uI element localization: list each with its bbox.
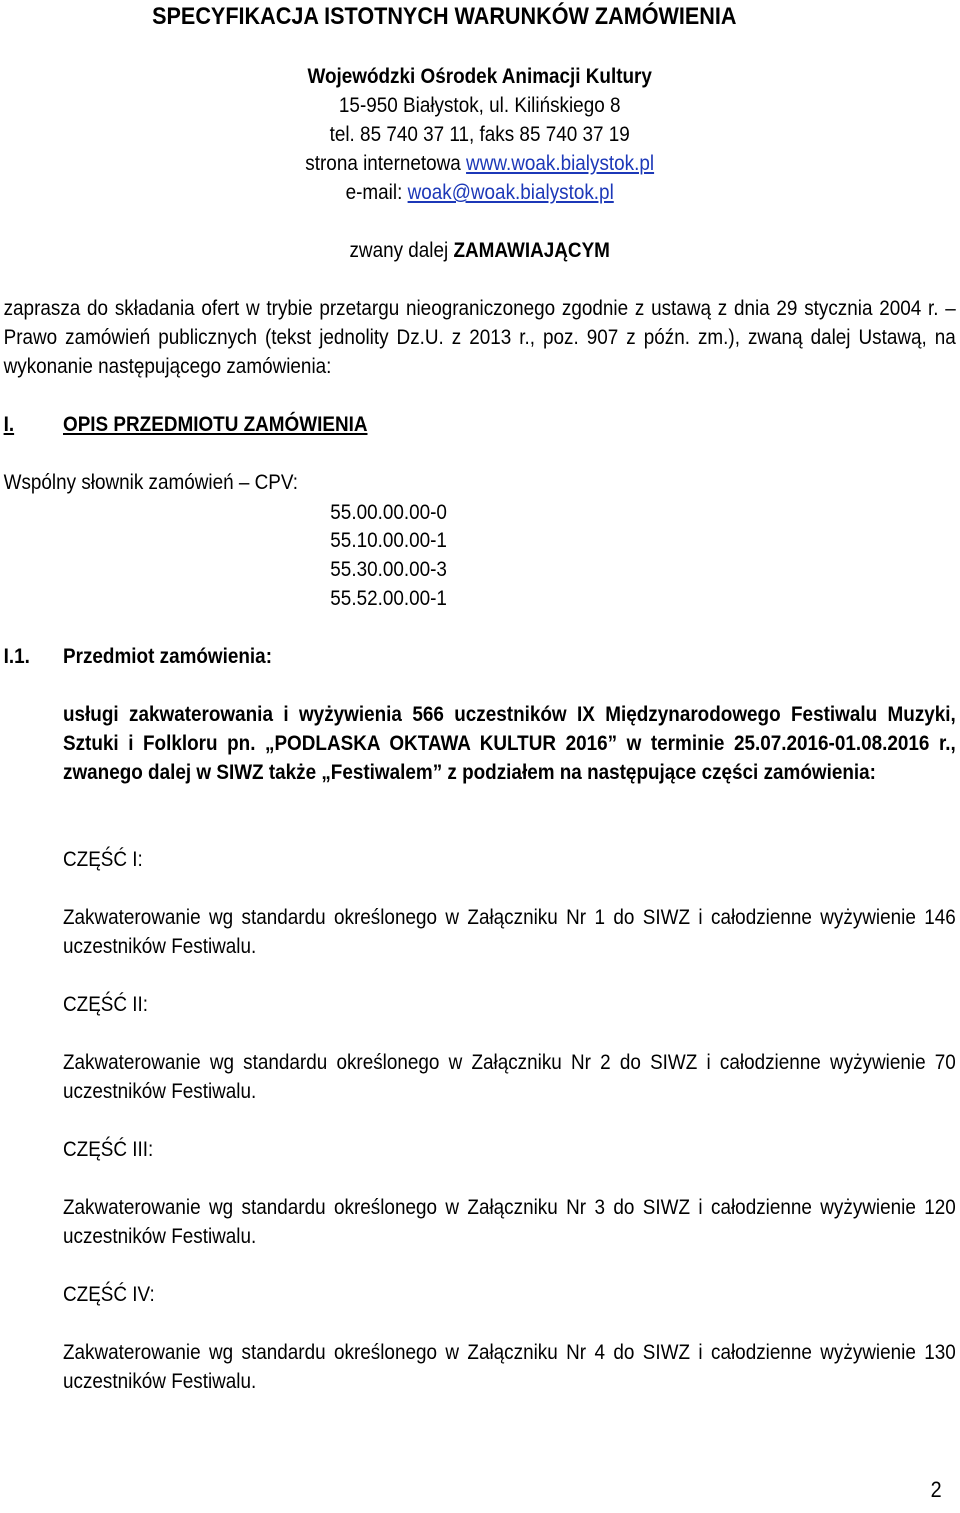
org-website: [0, 149, 959, 178]
part-label: CZĘŚĆ III:: [63, 1138, 154, 1161]
called-line: [0, 236, 959, 265]
subject-description-rest: , zwanego dalej w SIWZ także „Festiwalem” z podziałem na następujące części zamówienia:: [63, 732, 956, 784]
org-name: Wojewódzki Ośrodek Animacji Kultury: [307, 65, 652, 88]
cpv-code: 55.00.00.00-0: [330, 501, 447, 524]
cpv-code: 55.52.00.00-1: [330, 587, 447, 610]
invitation-paragraph: zaprasza do składania ofert w trybie przetargu nieograniczonego zgodnie z ustawą z dnia 29 stycznia 2004 r. – Prawo zamówień publicznych (tekst jednolity Dz.U. z 2013 r., poz. 907 z późn. zm.), zwaną dalej Ustawą, na wykonanie następującego zamówienia:: [3, 297, 956, 378]
page-number: 2: [930, 1477, 942, 1502]
email-link[interactable]: woak@woak.bialystok.pl: [407, 181, 614, 204]
called-name: ZAMAWIAJĄCYM: [453, 239, 610, 262]
called-prefix: zwany dalej: [349, 239, 454, 262]
cpv-code: 55.10.00.00-1: [330, 529, 447, 552]
section-1-heading: [4, 410, 368, 439]
cpv-label: Wspólny słownik zamówień – CPV:: [3, 471, 299, 494]
part-label: CZĘŚĆ I:: [63, 848, 143, 871]
subsection-1-1-heading: [4, 642, 272, 671]
document-title: SPECYFIKACJA ISTOTNYCH WARUNKÓW ZAMÓWIENIA: [152, 3, 737, 30]
email-label: e-mail:: [345, 181, 408, 204]
part-description: Zakwaterowanie wg standardu określonego w Załączniku Nr 3 do SIWZ i całodzienne wyżywienie 120 uczestników Festiwalu.: [63, 1196, 956, 1248]
website-link[interactable]: www.woak.bialystok.pl: [466, 152, 655, 175]
part-description: Zakwaterowanie wg standardu określonego w Załączniku Nr 2 do SIWZ i całodzienne wyżywienie 70 uczestników Festiwalu.: [63, 1051, 956, 1103]
subject-description: [63, 700, 956, 787]
org-phone: tel. 85 740 37 11, faks 85 740 37 19: [329, 123, 630, 146]
website-label: strona internetowa: [305, 152, 467, 175]
part-description: Zakwaterowanie wg standardu określonego w Załączniku Nr 4 do SIWZ i całodzienne wyżywienie 130 uczestników Festiwalu.: [63, 1341, 956, 1393]
part-description: Zakwaterowanie wg standardu określonego w Załączniku Nr 1 do SIWZ i całodzienne wyżywienie 146 uczestników Festiwalu.: [63, 906, 956, 958]
subsection-1-1-title: Przedmiot zamówienia:: [63, 645, 272, 668]
part-label: CZĘŚĆ IV:: [63, 1283, 155, 1306]
subsection-1-1-number: I.1.: [3, 645, 30, 668]
section-1-number: I.: [3, 413, 15, 436]
section-1-title: OPIS PRZEDMIOTU ZAMÓWIENIA: [63, 413, 368, 436]
cpv-code: 55.30.00.00-3: [330, 558, 447, 581]
subject-description-bold: usługi zakwaterowania i wyżywienia 566 uczestników IX Międzynarodowego Festiwalu Muzyki, Sztuki i Folkloru pn. „PODLASKA OKTAWA KULTUR 2016” w terminie 25.07.2016-01.08.2016 r.: [63, 703, 956, 755]
org-address: 15-950 Białystok, ul. Kilińskiego 8: [338, 94, 621, 117]
org-email: [0, 178, 959, 207]
part-label: CZĘŚĆ II:: [63, 993, 149, 1016]
